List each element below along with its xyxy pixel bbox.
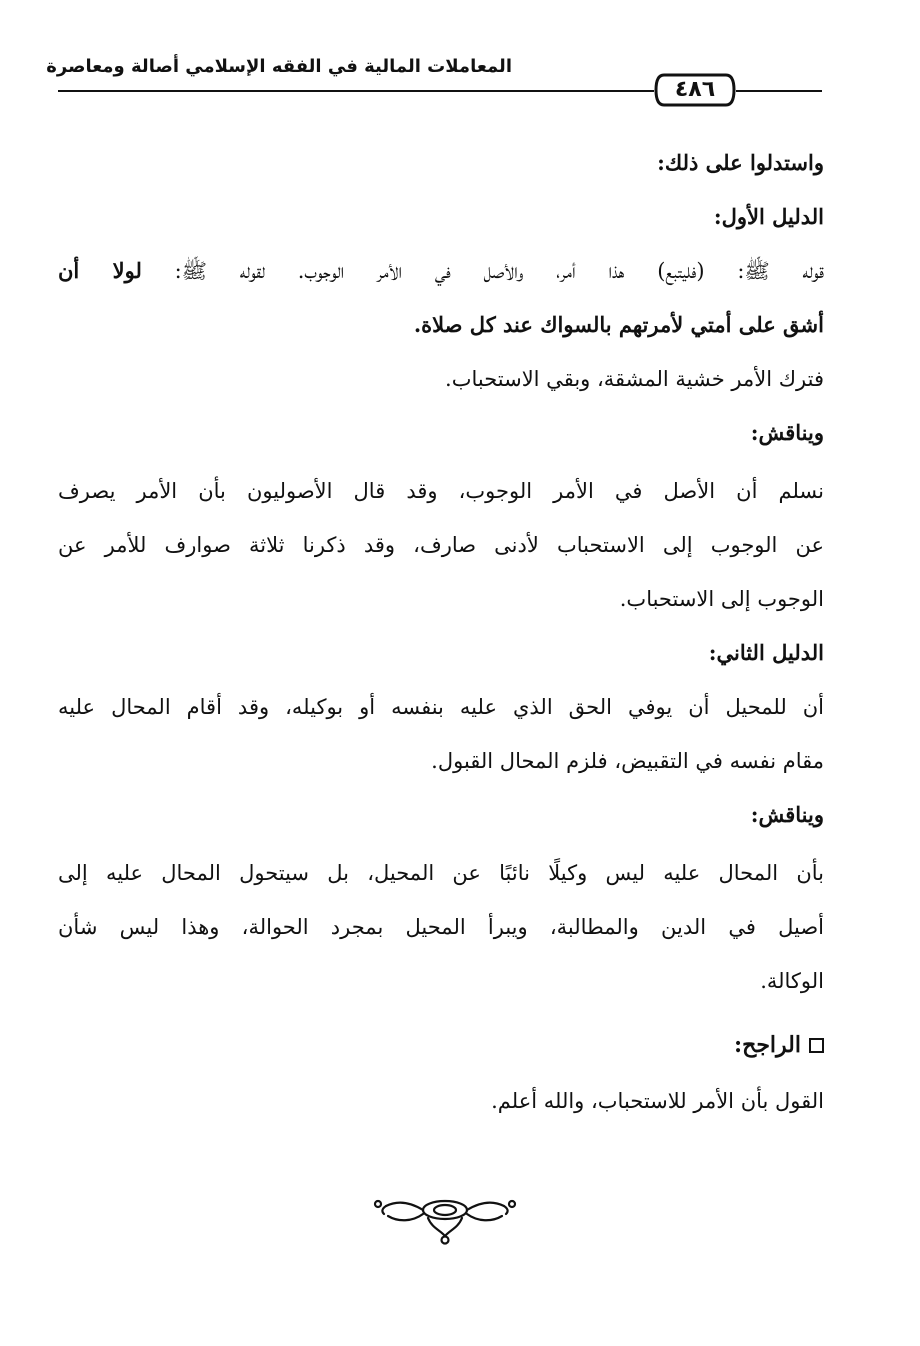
evidence-1-text: قوله ﷺ: (فليتبع) هذا أمر، والأصل في الأمر الوجوب. لقوله ﷺ: [141,259,824,283]
evidence-2-line-1: أن للمحيل أن يوفي الحق الذي عليه بنفسه أو بوكيله، وقد أقام المحال عليه [58,695,824,719]
header-rule-left [58,90,654,92]
square-bullet-icon [809,1038,824,1053]
discussion-1-line-2: عن الوجوب إلى الاستحباب لأدنى صارف، وقد ذكرنا ثلاثة صوارف للأمر عن [58,533,824,557]
running-title: المعاملات المالية في الفقه الإسلامي أصالة ومعاصرة [46,56,512,77]
rajih-heading: الراجح: [734,1032,801,1058]
discussion-1-heading: ويناقش: [750,420,824,445]
header-rule-right [736,90,822,92]
rajih-text: القول بأن الأمر للاستحباب، والله أعلم. [491,1089,824,1113]
discussion-2-line-2: أصيل في الدين والمطالبة، ويبرأ المحيل بمجرد الحوالة، وهذا ليس شأن [58,915,824,939]
evidence-1-line-1 [58,244,824,298]
discussion-2-line-3: الوكالة. [760,969,824,993]
page-number: ٤٨٦ [674,77,716,102]
evidence-2-line-2: مقام نفسه في التقبيض، فلزم المحال القبول. [431,749,824,773]
evidence-1-conclusion: فترك الأمر خشية المشقة، وبقي الاستحباب. [445,367,824,391]
hadith-quote-start: لولا أن [58,258,142,283]
discussion-2-heading: ويناقش: [750,802,824,827]
intro-heading: واستدلوا على ذلك: [657,150,824,175]
discussion-1-line-3: الوجوب إلى الاستحباب. [619,587,824,611]
discussion-2-line-1: بأن المحال عليه ليس وكيلًا نائبًا عن المحيل، بل سيتحول المحال عليه إلى [58,861,824,885]
discussion-1-line-1: نسلم أن الأصل في الأمر الوجوب، وقد قال الأصوليون بأن الأمر يصرف [58,479,824,503]
rajih-heading-row [58,1016,824,1074]
ornament-divider-icon [370,1192,520,1252]
evidence-2-heading: الدليل الثاني: [708,640,824,665]
page-body [58,136,824,1128]
hadith-quote-end: أشق على أمتي لأمرتهم بالسواك عند كل صلاة. [413,312,824,337]
evidence-1-heading: الدليل الأول: [713,204,824,229]
